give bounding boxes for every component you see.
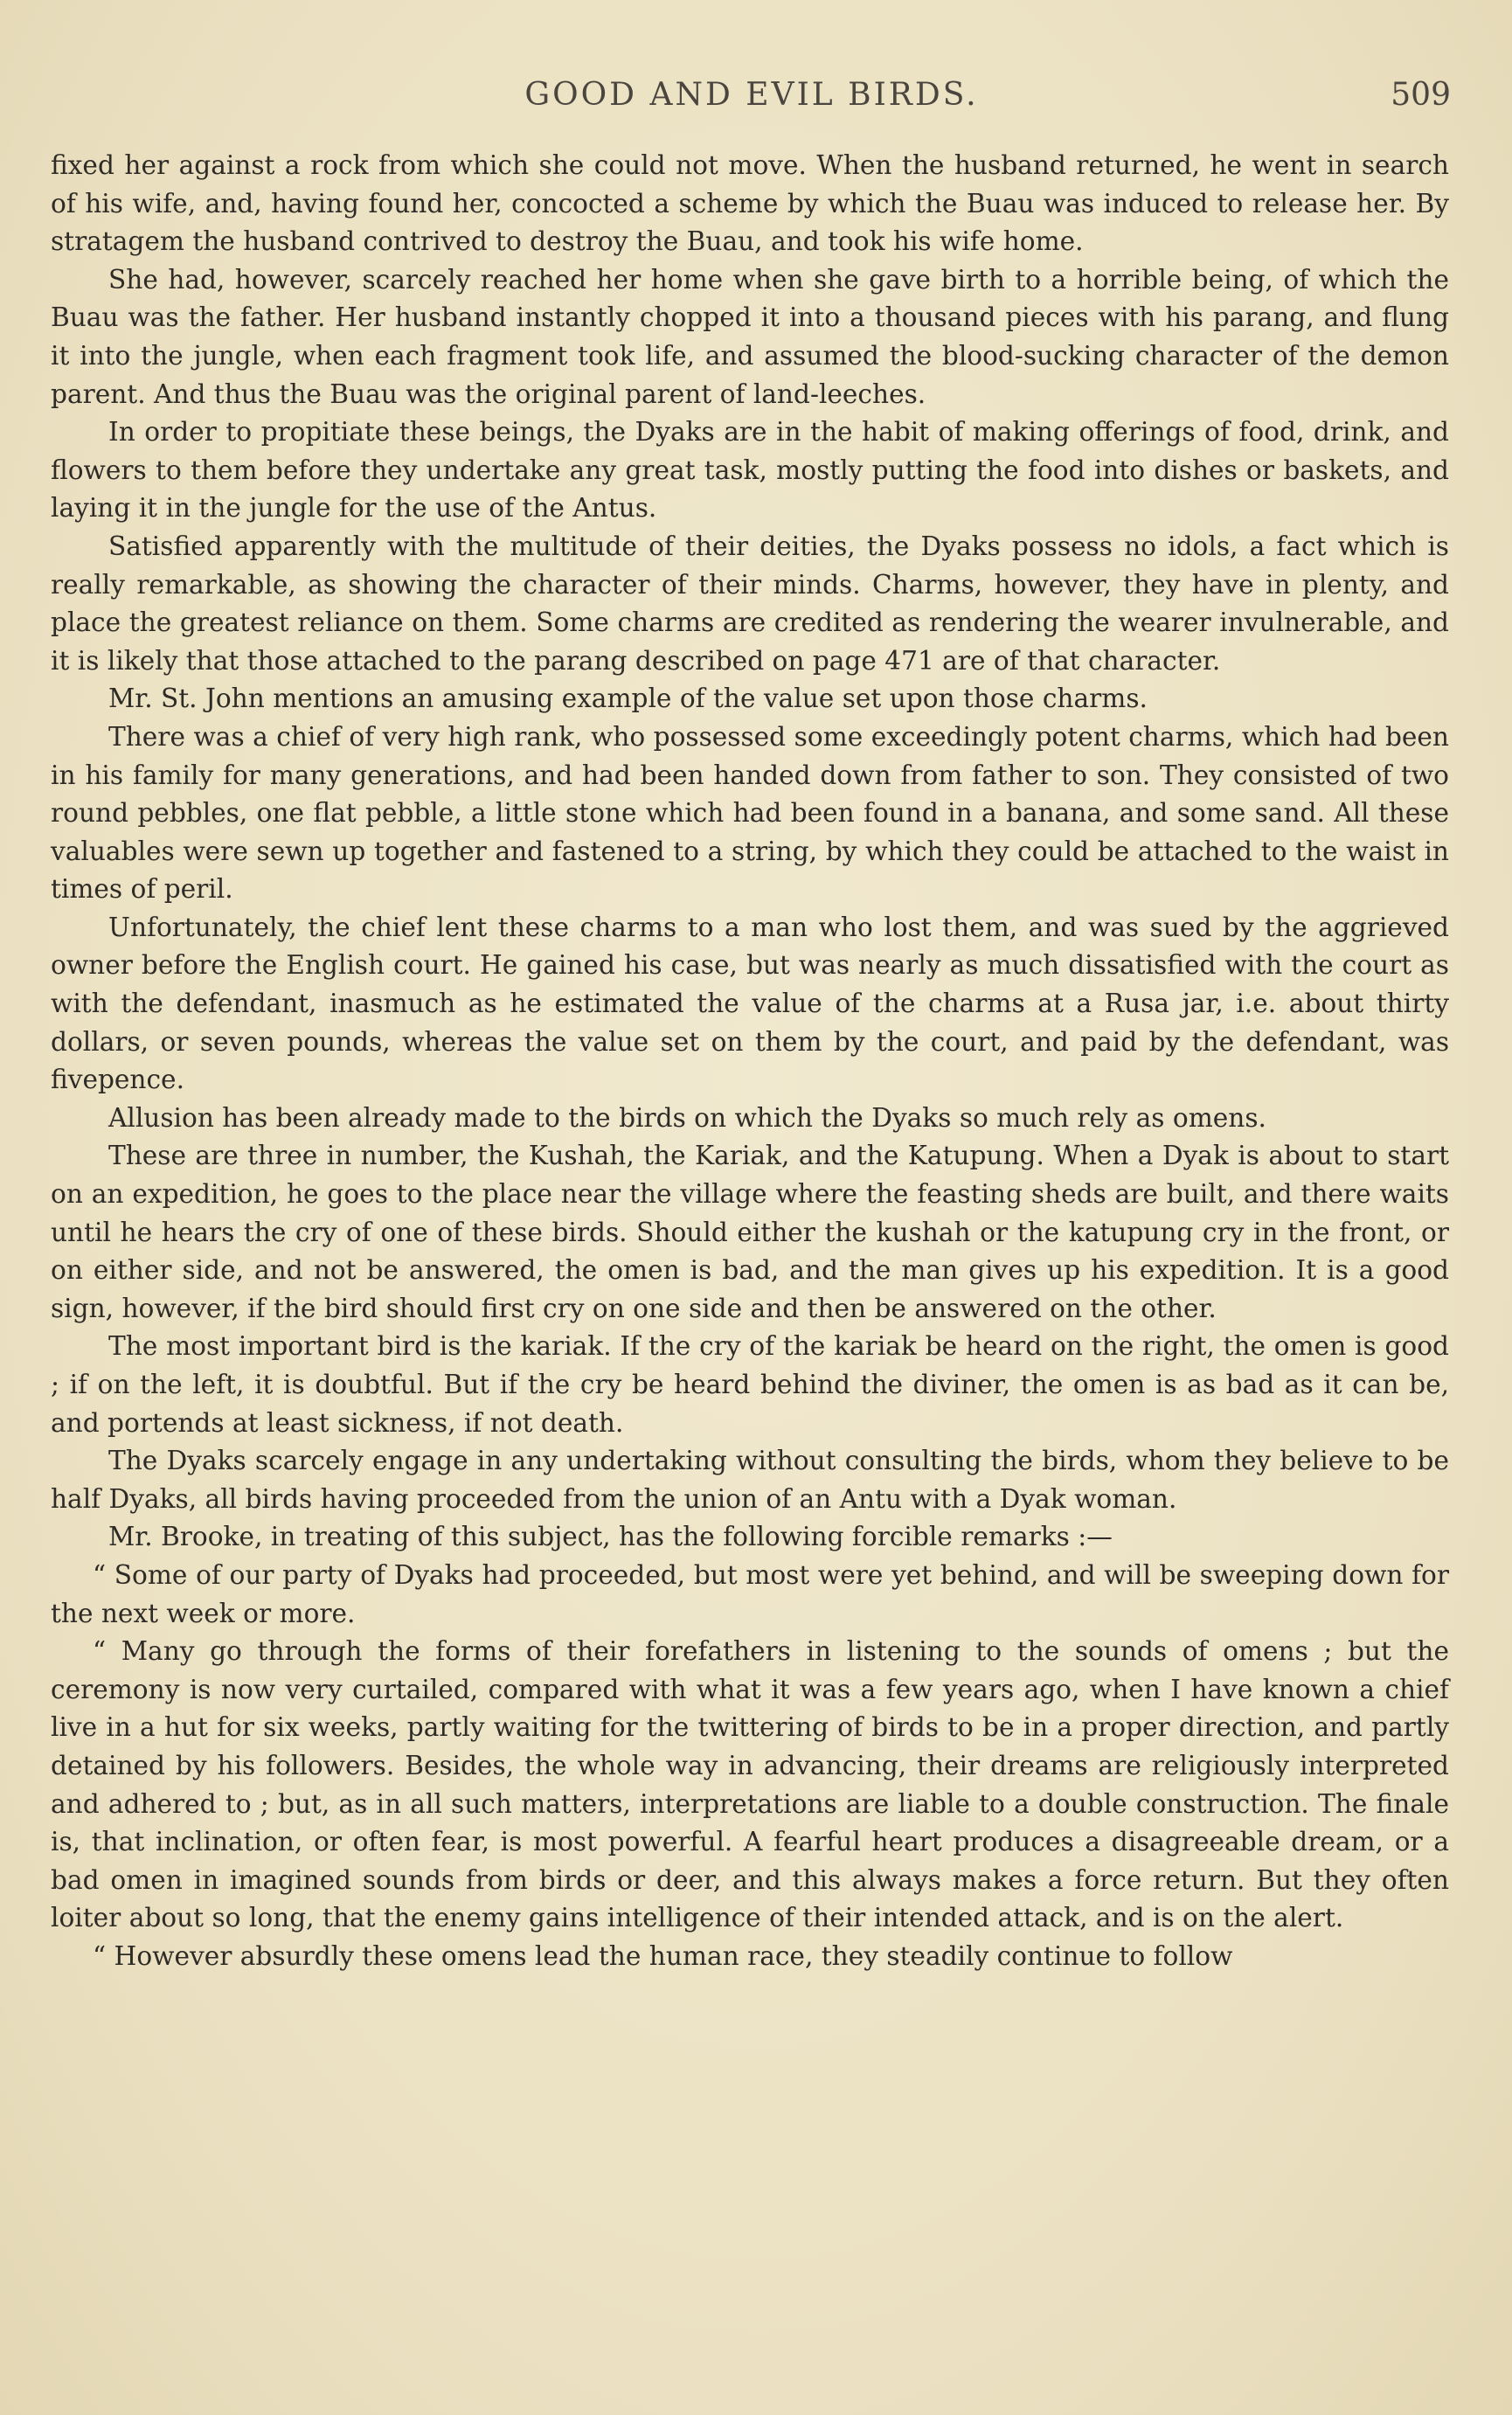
- paragraph: There was a chief of very high rank, who possessed some exceedingly potent charms, which had been in his family for many generations, and had been handed down from father to son. They consisted of two round pebbles, one flat pebble, a little stone which had been found in a banana, and some sand. All these valuables were sewn up together and fastened to a string, by which they could be attached to the waist in times of peril.: [51, 721, 1449, 905]
- quotation-paragraph: “ However absurdly these omens lead the human race, they steadily continue to follow: [93, 1940, 1233, 1971]
- paragraph: The most important bird is the kariak. If the cry of the kariak be heard on the right, the omen is good ; if on the left, it is doubtful. But if the cry be heard behind the diviner, the omen is as bad as it can be, and portends at least sickness, if not death.: [51, 1331, 1449, 1438]
- paragraph: In order to propitiate these beings, the Dyaks are in the habit of making offerings of food, drink, and flowers to them before they undertake any great task, mostly putting the food into dishes or baskets, and laying it in the jungle for the use of the Antus.: [51, 417, 1449, 524]
- body-text: [51, 147, 1449, 1976]
- page-header: [52, 77, 1451, 129]
- paragraph: Mr. St. John mentions an amusing example of the value set upon those charms.: [108, 684, 1148, 714]
- paragraph: Allusion has been already made to the birds on which the Dyaks so much rely as omens.: [108, 1102, 1266, 1133]
- paragraph: Satisfied apparently with the multitude of their deities, the Dyaks possess no idols, a fact which is really remarkable, as showing the character of their minds. Charms, however, they have in plenty, and place the greatest reliance on them. Some charms are credited as rendering the wearer invulnerable, and it is likely that those attached to the parang described on page 471 are of that character.: [51, 531, 1449, 676]
- quotation-paragraph: “ Many go through the forms of their forefathers in listening to the sounds of omens ; but the ceremony is now very curtailed, compared with what it was a few years ago, when I have known a chief live in a hut for six weeks, partly waiting for the twittering of birds to be in a proper direction, and partly detained by his followers. Besides, the whole way in advancing, their dreams are religiously interpreted and adhered to ; but, as in all such matters, interpretations are liable to a double construction. The finale is, that inclination, or often fear, is most powerful. A fearful heart produces a disagreeable dream, or a bad omen in imagined sounds from birds or deer, and this always makes a force return. But they often loiter about so long, that the enemy gains intelligence of their intended attack, and is on the alert.: [51, 1636, 1449, 1933]
- quotation-paragraph: “ Some of our party of Dyaks had proceeded, but most were yet behind, and will be sweeping down for the next week or more.: [51, 1559, 1449, 1628]
- page-number: 509: [1391, 77, 1451, 113]
- paragraph: Unfortunately, the chief lent these charms to a man who lost them, and was sued by the aggrieved owner before the English court. He gained his case, but was nearly as much dissatisfied with the court as with the defendant, inasmuch as he estimated the value of the charms at a Rusa jar, i.e. about thirty dollars, or seven pounds, whereas the value set on them by the court, and paid by the defendant, was fivepence.: [51, 912, 1449, 1095]
- paragraph: The Dyaks scarcely engage in any undertaking without consulting the birds, whom they believe to be half Dyaks, all birds having proceeded from the union of an Antu with a Dyak woman.: [51, 1446, 1449, 1514]
- paragraph: She had, however, scarcely reached her home when she gave birth to a horrible being, of which the Buau was the father. Her husband instantly chopped it into a thousand pieces with his parang, and flung it into the jungle, when each fragment took life, and assumed the blood-sucking character of the demon parent. And thus the Buau was the original parent of land-leeches.: [51, 264, 1449, 409]
- paragraph: These are three in number, the Kushah, the Kariak, and the Katupung. When a Dyak is about to start on an expedition, he goes to the place near the village where the feasting sheds are built, and there waits until he hears the cry of one of these birds. Should either the kushah or the katupung cry in the front, or on either side, and not be answered, the omen is bad, and the man gives up his expedition. It is a good sign, however, if the bird should first cry on one side and then be answered on the other.: [51, 1141, 1449, 1323]
- paragraph: Mr. Brooke, in treating of this subject, has the following forcible remarks :—: [108, 1522, 1113, 1552]
- running-title: GOOD AND EVIL BIRDS.: [524, 77, 979, 113]
- paragraph-continuation: fixed her against a rock from which she could not move. When the husband returned, he went in search of his wife, and, having found her, concocted a scheme by which the Buau was induced to release her. By stratagem the husband contrived to destroy the Buau, and took his wife home.: [51, 150, 1449, 257]
